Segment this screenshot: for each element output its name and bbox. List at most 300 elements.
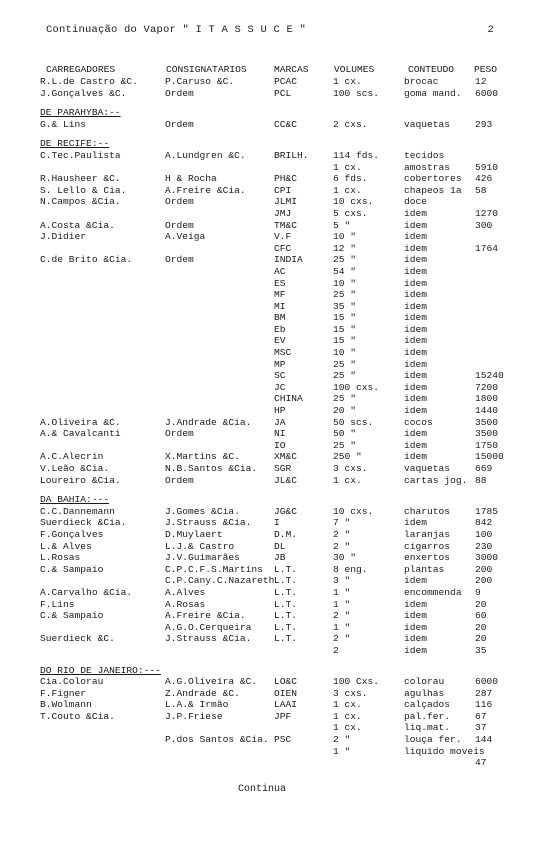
contents-cell: idem: [404, 451, 428, 463]
weight-cell: 47: [475, 757, 487, 769]
mark-cell: MF: [274, 289, 286, 301]
shipper-cell: G.& Lins: [40, 118, 87, 130]
table-row: [0, 463, 554, 475]
shipper-cell: A.Carvalho &Cia.: [40, 586, 133, 598]
volumes-cell: 8 eng.: [333, 563, 368, 575]
column-header-consignees: CONSIGNATARIOS: [166, 64, 247, 75]
mark-cell: JL&C: [274, 474, 298, 486]
shipper-cell: V.Leão &Cia.: [40, 463, 110, 474]
shipper-cell: R.Hausheer &C.: [40, 173, 121, 185]
weight-cell: 20: [475, 633, 487, 645]
table-row: [0, 734, 554, 746]
table-row: [0, 324, 554, 336]
weight-cell: 200: [475, 563, 493, 575]
volumes-cell: 1 cx.: [333, 722, 362, 734]
weight-cell: 200: [475, 575, 493, 587]
weight-cell: 20: [475, 598, 487, 610]
mark-cell: JB: [274, 552, 286, 564]
table-row: [0, 517, 554, 529]
mark-cell: BM: [274, 312, 286, 324]
table-row: [0, 278, 554, 290]
contents-cell: calçados: [404, 699, 451, 711]
weight-cell: 67: [475, 710, 487, 722]
mark-cell: JPF: [274, 710, 292, 722]
volumes-cell: 1 cx.: [333, 76, 362, 87]
volumes-cell: 15 ": [333, 323, 357, 335]
weight-cell: 1785: [475, 505, 499, 517]
contents-cell: brocac: [404, 76, 439, 87]
contents-cell: cartas jog.: [404, 474, 468, 486]
consignee-cell: Ordem: [165, 219, 194, 231]
mark-cell: IO: [274, 439, 286, 451]
consignee-cell: P.dos Santos &Cia.: [165, 734, 269, 746]
volumes-cell: 10 ": [333, 347, 357, 359]
mark-cell: OIEN: [274, 687, 298, 699]
mark-cell: L.T.: [274, 598, 298, 610]
shipper-cell: N.Campos &Cia.: [40, 196, 121, 208]
table-row: [0, 382, 554, 394]
table-row: [0, 208, 554, 220]
table-row: [0, 529, 554, 541]
mark-cell: L.T.: [274, 575, 298, 587]
volumes-cell: 10 ": [333, 231, 357, 243]
contents-cell: louça fer.: [404, 734, 462, 746]
contents-cell: idem: [404, 242, 428, 254]
consignee-cell: Z.Andrade &C.: [165, 687, 240, 699]
contents-cell: idem: [404, 335, 428, 347]
contents-cell: idem: [404, 323, 428, 335]
section-title: DO RIO DE JANEIRO:---: [40, 664, 161, 676]
consignee-cell: Ordem: [165, 118, 194, 130]
consignee-cell: Ordem: [165, 428, 194, 440]
contents-cell: agulhas: [404, 687, 445, 699]
contents-cell: idem: [404, 633, 428, 645]
weight-cell: 35: [475, 644, 487, 656]
consignee-cell: A.Freire &Cia.: [165, 184, 246, 196]
spacer-row: [0, 486, 554, 494]
consignee-cell: A.G.Oliveira &C.: [165, 676, 258, 688]
mark-cell: NI: [274, 428, 286, 440]
mark-cell: L.T.: [274, 563, 298, 575]
contents-cell: idem: [404, 644, 428, 656]
contents-cell: idem: [404, 575, 428, 587]
weight-cell: 230: [475, 540, 493, 552]
shipper-cell: Suerdieck &C.: [40, 633, 115, 645]
table-row: [0, 552, 554, 564]
consignee-cell: A.G.O.Cerqueira: [165, 621, 252, 633]
shipper-cell: A.Oliveira &C.: [40, 416, 121, 428]
mark-cell: JC: [274, 381, 286, 393]
volumes-cell: 10 cxs.: [333, 505, 374, 517]
shipper-cell: F.Lins: [40, 598, 75, 610]
weight-cell: 5910: [475, 161, 499, 173]
volumes-cell: 6 fds.: [333, 173, 368, 185]
contents-cell: tecidos: [404, 149, 445, 161]
table-row: [0, 359, 554, 371]
mark-cell: CC&C: [274, 118, 298, 130]
volumes-cell: 15 ": [333, 312, 357, 324]
mark-cell: JA: [274, 416, 286, 428]
shipper-cell: A.Costa &Cia.: [40, 219, 115, 231]
shipper-cell: T.Couto &Cia.: [40, 710, 115, 722]
consignee-cell: P.Caruso &C.: [165, 76, 235, 87]
volumes-cell: 25 ": [333, 439, 357, 451]
weight-cell: 37: [475, 722, 487, 734]
table-row: [0, 541, 554, 553]
mark-cell: Eb: [274, 323, 286, 335]
contents-cell: idem: [404, 621, 428, 633]
table-row: [0, 173, 554, 185]
mark-cell: JMJ: [274, 207, 292, 219]
weight-cell: 300: [475, 219, 493, 231]
document-header: [46, 24, 506, 36]
table-row: [0, 699, 554, 711]
table-row: [0, 185, 554, 197]
weight-cell: 58: [475, 184, 487, 196]
volumes-cell: 25 ": [333, 254, 357, 266]
consignee-cell: L.J.& Castro: [165, 540, 235, 552]
contents-cell: pal.fer.: [404, 710, 451, 722]
contents-cell: idem: [404, 289, 428, 301]
manifest-table: [0, 76, 554, 769]
table-row: [0, 428, 554, 440]
table-row: [0, 645, 554, 657]
shipper-cell: Suerdieck &Cia.: [40, 517, 127, 529]
volumes-cell: 5 cxs.: [333, 207, 368, 219]
shipper-cell: Cia.Colorau: [40, 676, 104, 688]
volumes-cell: 25 ": [333, 289, 357, 301]
contents-cell: idem: [404, 370, 428, 382]
mark-cell: INDIA: [274, 254, 303, 266]
contents-cell: idem: [404, 300, 428, 312]
contents-cell: idem: [404, 428, 428, 440]
contents-cell: encommenda: [404, 586, 462, 598]
consignee-cell: D.Muylaert: [165, 528, 223, 540]
volumes-cell: 12 ": [333, 242, 357, 254]
table-row: [0, 622, 554, 634]
column-headers: [46, 64, 526, 76]
mark-cell: V.F: [274, 231, 292, 243]
consignee-cell: L.A.& Irmão: [165, 699, 229, 711]
section-title: DE PARAHYBA:--: [40, 107, 121, 119]
volumes-cell: 20 ": [333, 405, 357, 417]
volumes-cell: 25 ": [333, 370, 357, 382]
mark-cell: L.T.: [274, 586, 298, 598]
contents-cell: vaquetas: [404, 118, 451, 130]
table-row: [0, 722, 554, 734]
mark-cell: L.T.: [274, 621, 298, 633]
column-header-shippers: CARREGADORES: [46, 64, 116, 75]
shipper-cell: R.L.de Castro &C.: [40, 76, 138, 87]
volumes-cell: 1 cx.: [333, 710, 362, 722]
weight-cell: 3000: [475, 552, 499, 564]
mark-cell: PCL: [274, 87, 292, 99]
table-row: [0, 301, 554, 313]
weight-cell: 1800: [475, 393, 499, 405]
contents-cell: idem: [404, 358, 428, 370]
volumes-cell: 1 ": [333, 621, 351, 633]
volumes-cell: 2 ": [333, 610, 351, 622]
consignee-cell: J.V.Guimarães: [165, 552, 240, 564]
mark-cell: CHINA: [274, 393, 303, 405]
volumes-cell: 25 ": [333, 393, 357, 405]
consignee-cell: J.Gomes &Cia.: [165, 505, 240, 517]
contents-cell: idem: [404, 312, 428, 324]
table-row: [0, 633, 554, 645]
mark-cell: HP: [274, 405, 286, 417]
table-row: [0, 688, 554, 700]
table-row: [0, 757, 554, 769]
volumes-cell: 1 ": [333, 598, 351, 610]
contents-cell: idem: [404, 517, 428, 529]
volumes-cell: 2 ": [333, 734, 351, 746]
weight-cell: 669: [475, 463, 493, 474]
contents-cell: idem: [404, 610, 428, 622]
mark-cell: TM&C: [274, 219, 298, 231]
mark-cell: PH&C: [274, 173, 298, 185]
contents-cell: goma mand.: [404, 87, 462, 99]
mark-cell: JLMI: [274, 196, 298, 208]
shipper-cell: A.& Cavalcanti: [40, 428, 121, 440]
section-title: DA BAHIA:---: [40, 494, 110, 506]
table-row: [0, 440, 554, 452]
volumes-cell: 3 ": [333, 575, 351, 587]
table-row: [0, 417, 554, 429]
volumes-cell: 1 ": [333, 745, 351, 757]
volumes-cell: 100 scs.: [333, 87, 380, 99]
weight-cell: 12: [475, 76, 487, 87]
volumes-cell: 250 ": [333, 451, 362, 463]
volumes-cell: 100 Cxs.: [333, 676, 380, 688]
shipper-cell: Loureiro &Cia.: [40, 474, 121, 486]
weight-cell: 88: [475, 474, 487, 486]
mark-cell: BRILH.: [274, 149, 309, 161]
table-row: [0, 451, 554, 463]
volumes-cell: 50 scs.: [333, 416, 374, 428]
contents-cell: chapeos 1a: [404, 184, 462, 196]
table-row: [0, 393, 554, 405]
weight-cell: 116: [475, 699, 493, 711]
volumes-cell: 5 ": [333, 219, 351, 231]
weight-cell: 293: [475, 118, 493, 130]
contents-cell: amostras: [404, 161, 451, 173]
volumes-cell: 10 cxs.: [333, 196, 374, 208]
consignee-cell: C.P.C.F.S.Martins: [165, 563, 263, 575]
mark-cell: PCAC: [274, 76, 298, 87]
mark-cell: EV: [274, 335, 286, 347]
contents-cell: charutos: [404, 505, 451, 517]
volumes-cell: 3 cxs.: [333, 463, 368, 474]
footer-continua: Continua: [238, 784, 287, 795]
mark-cell: SC: [274, 370, 286, 382]
contents-cell: idem: [404, 219, 428, 231]
contents-cell: idem: [404, 393, 428, 405]
shipper-cell: L.Rosas: [40, 552, 81, 564]
shipper-cell: C.de Brito &Cia.: [40, 254, 133, 266]
contents-cell: idem: [404, 231, 428, 243]
contents-cell: laranjas: [404, 528, 451, 540]
column-header-volumes: VOLUMES: [334, 64, 375, 75]
consignee-cell: N.B.Santos &Cia.: [165, 463, 258, 474]
mark-cell: AC: [274, 265, 286, 277]
consignee-cell: A.Freire &Cia.: [165, 610, 246, 622]
consignee-cell: A.Rosas: [165, 598, 206, 610]
contents-cell: cocos: [404, 416, 433, 428]
weight-cell: 426: [475, 173, 493, 185]
mark-cell: DL: [274, 540, 286, 552]
weight-cell: 60: [475, 610, 487, 622]
mark-cell: CPI: [274, 184, 292, 196]
mark-cell: MSC: [274, 347, 292, 359]
table-row: [0, 564, 554, 576]
table-row: [0, 506, 554, 518]
volumes-cell: 7 ": [333, 517, 351, 529]
spacer-row: [0, 99, 554, 107]
weight-cell: 1270: [475, 207, 499, 219]
table-row: [0, 119, 554, 131]
section-heading: [0, 107, 554, 119]
contents-cell: idem: [404, 347, 428, 359]
contents-cell: cigarros: [404, 540, 451, 552]
volumes-cell: 2 cxs.: [333, 118, 368, 130]
table-row: [0, 76, 554, 88]
contents-cell: idem: [404, 277, 428, 289]
contents-cell: idem: [404, 265, 428, 277]
contents-cell: enxertos: [404, 552, 451, 564]
table-row: [0, 243, 554, 255]
volumes-cell: 1 cx.: [333, 699, 362, 711]
mark-cell: PSC: [274, 734, 292, 746]
weight-cell: 7200: [475, 381, 499, 393]
table-row: [0, 266, 554, 278]
table-row: [0, 599, 554, 611]
shipper-cell: C.& Sampaio: [40, 610, 104, 622]
volumes-cell: 2: [333, 644, 339, 656]
table-row: [0, 335, 554, 347]
volumes-cell: 1 cx.: [333, 161, 362, 173]
table-row: [0, 676, 554, 688]
consignee-cell: H & Rocha: [165, 173, 217, 185]
shipper-cell: C.& Sampaio: [40, 563, 104, 575]
weight-cell: 842: [475, 517, 493, 529]
consignee-cell: Ordem: [165, 87, 194, 99]
shipper-cell: S. Lello & Cia.: [40, 184, 127, 196]
consignee-cell: Ordem: [165, 196, 194, 208]
mark-cell: LAAI: [274, 699, 298, 711]
shipper-cell: L.& Alves: [40, 540, 92, 552]
volumes-cell: 100 cxs.: [333, 381, 380, 393]
weight-cell: 9: [475, 586, 481, 598]
table-row: [0, 162, 554, 174]
column-header-marks: MARCAS: [274, 64, 309, 75]
spacer-row: [0, 130, 554, 138]
weight-cell: 3500: [475, 416, 499, 428]
mark-cell: CFC: [274, 242, 292, 254]
table-row: [0, 220, 554, 232]
volumes-cell: 2 ": [333, 540, 351, 552]
mark-cell: MI: [274, 300, 286, 312]
contents-cell: idem: [404, 254, 428, 266]
header-title: Continuação do Vapor " I T A S S U C E ": [46, 24, 307, 36]
consignee-cell: A.Alves: [165, 586, 206, 598]
contents-cell: liquido moveis: [404, 745, 485, 757]
shipper-cell: J.Gonçalves &C.: [40, 87, 127, 99]
consignee-cell: A.Lundgren &C.: [165, 149, 246, 161]
table-row: [0, 254, 554, 266]
weight-cell: 20: [475, 621, 487, 633]
mark-cell: L.T.: [274, 610, 298, 622]
consignee-cell: J.Andrade &Cia.: [165, 416, 252, 428]
shipper-cell: A.C.Alecrin: [40, 451, 104, 463]
shipper-cell: C.C.Dannemann: [40, 505, 115, 517]
table-row: [0, 150, 554, 162]
contents-cell: liq.mat.: [404, 722, 451, 734]
volumes-cell: 114 fds.: [333, 149, 380, 161]
volumes-cell: 1 cx.: [333, 474, 362, 486]
weight-cell: 1764: [475, 242, 499, 254]
weight-cell: 15000: [475, 451, 504, 463]
table-row: [0, 711, 554, 723]
section-title: DE RECIFE:--: [40, 138, 110, 150]
consignee-cell: C.P.Cany.C.Nazareth: [165, 575, 275, 587]
weight-cell: 100: [475, 528, 493, 540]
mark-cell: LO&C: [274, 676, 298, 688]
section-heading: [0, 665, 554, 677]
mark-cell: JG&C: [274, 505, 298, 517]
column-header-weight: PESO: [474, 64, 498, 75]
volumes-cell: 35 ": [333, 300, 357, 312]
mark-cell: ES: [274, 277, 286, 289]
spacer-row: [0, 657, 554, 665]
weight-cell: 1440: [475, 405, 499, 417]
weight-cell: 1750: [475, 439, 499, 451]
contents-cell: plantas: [404, 563, 445, 575]
table-row: [0, 746, 554, 758]
section-heading: [0, 494, 554, 506]
section-heading: [0, 138, 554, 150]
volumes-cell: 15 ": [333, 335, 357, 347]
contents-cell: doce: [404, 196, 428, 208]
table-row: [0, 347, 554, 359]
mark-cell: L.T.: [274, 633, 298, 645]
page-number: 2: [487, 24, 494, 36]
table-row: [0, 587, 554, 599]
consignee-cell: A.Veiga: [165, 231, 206, 243]
consignee-cell: Ordem: [165, 474, 194, 486]
weight-cell: 144: [475, 734, 493, 746]
column-header-contents: CONTEUDO: [408, 64, 455, 75]
shipper-cell: J.Didier: [40, 231, 87, 243]
contents-cell: colorau: [404, 676, 445, 688]
weight-cell: 15240: [475, 370, 504, 382]
contents-cell: idem: [404, 381, 428, 393]
consignee-cell: X.Martins &C.: [165, 451, 240, 463]
contents-cell: idem: [404, 405, 428, 417]
consignee-cell: J.Strauss &Cia.: [165, 633, 252, 645]
table-row: [0, 289, 554, 301]
contents-cell: vaquetas: [404, 463, 451, 474]
table-row: [0, 405, 554, 417]
volumes-cell: 25 ": [333, 358, 357, 370]
mark-cell: I: [274, 517, 280, 529]
volumes-cell: 50 ": [333, 428, 357, 440]
weight-cell: 3500: [475, 428, 499, 440]
volumes-cell: 1 cx.: [333, 184, 362, 196]
table-row: [0, 475, 554, 487]
consignee-cell: J.Strauss &Cia.: [165, 517, 252, 529]
weight-cell: 287: [475, 687, 493, 699]
volumes-cell: 30 ": [333, 552, 357, 564]
